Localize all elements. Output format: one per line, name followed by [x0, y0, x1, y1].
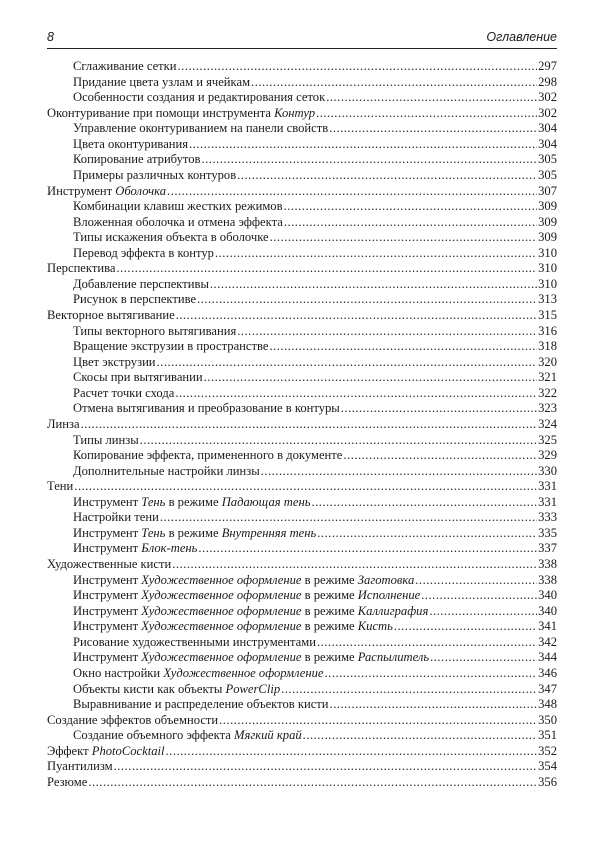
entry-title	[47, 759, 113, 775]
entry-page-number: 344	[538, 650, 557, 665]
dot-leader	[251, 75, 537, 91]
entry-page-number: 338	[538, 557, 557, 571]
dot-leader	[88, 775, 537, 791]
toc-subsection-entry[interactable]	[47, 355, 557, 371]
toc-subsection-entry[interactable]	[47, 619, 557, 635]
toc-subsection-entry[interactable]	[47, 199, 557, 215]
toc-subsection-entry[interactable]	[47, 495, 557, 511]
entry-title-italic: Мягкий край	[233, 728, 302, 743]
entry-title-italic: PhotoCocktail	[91, 743, 165, 758]
dot-leader	[415, 573, 537, 589]
entry-page-number: 354	[538, 759, 557, 774]
dot-leader	[330, 697, 538, 713]
toc-subsection-entry[interactable]	[47, 230, 557, 246]
entry-title	[73, 541, 197, 557]
dot-leader	[326, 90, 537, 106]
entry-page-number: 346	[538, 665, 557, 680]
entry-page-number: 298	[538, 74, 557, 89]
entry-title	[73, 526, 316, 542]
entry-page-number: 341	[538, 619, 557, 634]
entry-title	[73, 433, 139, 449]
entry-title-text: Копирование атрибутов	[73, 152, 201, 167]
entry-title	[73, 604, 428, 620]
entry-title	[73, 152, 201, 168]
dot-leader	[172, 557, 537, 573]
entry-title-text: Расчет точки схода	[73, 385, 175, 400]
toc-subsection-entry[interactable]	[47, 121, 557, 137]
entry-title	[47, 713, 218, 729]
entry-page-number: 313	[538, 292, 557, 307]
entry-title-text: Эффект	[47, 743, 92, 758]
entry-title	[47, 106, 315, 122]
entry-title-text: Дополнительные настройки линзы	[73, 463, 260, 478]
toc-subsection-entry[interactable]	[47, 728, 557, 744]
entry-page-number: 338	[538, 572, 557, 587]
toc-subsection-entry[interactable]	[47, 697, 557, 713]
entry-title-text: Инструмент	[47, 183, 116, 198]
dot-leader	[140, 433, 537, 449]
entry-title-italic: Художественное оформление	[141, 572, 302, 587]
dot-leader	[197, 292, 537, 308]
entry-title-text: Вложенная оболочка и отмена эффекта	[73, 214, 283, 229]
dot-leader	[341, 401, 537, 417]
dot-leader	[189, 137, 537, 153]
entry-page-number: 309	[538, 230, 557, 245]
entry-title	[73, 588, 420, 604]
dot-leader	[210, 277, 537, 293]
entry-title-text: Сглаживание сетки	[73, 59, 177, 73]
entry-page-number: 297	[538, 59, 557, 73]
entry-title	[47, 775, 87, 791]
dot-leader	[430, 650, 537, 666]
toc-subsection-entry[interactable]	[47, 604, 557, 620]
toc-subsection-entry[interactable]	[47, 370, 557, 386]
entry-title-text: Копирование эффекта, примененного в документе	[73, 448, 343, 463]
entry-title-italic: Блок-тень	[141, 541, 198, 556]
toc-subsection-entry[interactable]	[47, 90, 557, 106]
toc-subsection-entry[interactable]	[47, 401, 557, 417]
entry-page-number: 335	[538, 525, 557, 540]
entry-title-text: Резюме	[47, 774, 88, 789]
entry-title	[73, 573, 414, 589]
dot-leader	[116, 261, 537, 277]
entry-title-text: Особенности создания и редактирования сеток	[73, 90, 326, 105]
toc-section-entry[interactable]	[47, 106, 557, 122]
toc-subsection-entry[interactable]	[47, 59, 557, 75]
entry-page-number: 302	[538, 105, 557, 120]
toc-section-entry[interactable]	[47, 759, 557, 775]
toc-subsection-entry[interactable]	[47, 635, 557, 651]
entry-title	[73, 464, 260, 480]
entry-title	[73, 697, 329, 713]
entry-title-italic: Художественное оформление	[141, 588, 302, 603]
toc-subsection-entry[interactable]	[47, 526, 557, 542]
entry-title-text: Придание цвета узлам и ячейкам	[73, 74, 251, 89]
entry-title	[73, 246, 214, 262]
entry-title-italic: Художественное оформление	[141, 619, 302, 634]
entry-title-text: Инструмент	[73, 650, 142, 665]
entry-title	[47, 557, 171, 573]
dot-leader	[325, 666, 538, 682]
entry-title	[47, 261, 115, 277]
entry-title-text: Оконтуривание при помощи инструмента	[47, 105, 275, 120]
entry-title-italic: Художественное оформление	[141, 603, 302, 618]
entry-title-text: Настройки тени	[73, 510, 159, 525]
dot-leader	[394, 619, 537, 635]
entry-page-number: 323	[538, 401, 557, 416]
dot-leader	[198, 541, 537, 557]
toc-section-entry[interactable]	[47, 479, 557, 495]
entry-title-text: Рисование художественными инструментами	[73, 634, 316, 649]
toc-section-entry[interactable]	[47, 261, 557, 277]
dot-leader	[269, 339, 537, 355]
entry-page-number: 310	[538, 245, 557, 260]
entry-title	[73, 650, 429, 666]
toc-section-entry[interactable]	[47, 744, 557, 760]
toc-section-entry[interactable]	[47, 775, 557, 791]
dot-leader	[316, 106, 537, 122]
entry-title	[73, 324, 236, 340]
toc-section-entry[interactable]	[47, 417, 557, 433]
entry-title-text: в режиме	[301, 650, 358, 665]
toc-subsection-entry[interactable]	[47, 137, 557, 153]
toc-section-entry[interactable]	[47, 184, 557, 200]
toc-section-entry[interactable]	[47, 557, 557, 573]
toc-subsection-entry[interactable]	[47, 75, 557, 91]
entry-title-text: Инструмент	[73, 572, 142, 587]
entry-title	[73, 495, 310, 511]
toc-section-entry[interactable]	[47, 308, 557, 324]
entry-title-text: Окно настройки	[73, 665, 164, 680]
entry-title-text: Инструмент	[73, 541, 142, 556]
entry-title-text: Инструмент	[73, 603, 142, 618]
entry-page-number: 310	[538, 261, 557, 276]
entry-title-italic: Каллиграфия	[357, 603, 429, 618]
entry-title-text: Линза	[47, 416, 80, 431]
entry-title-text: Инструмент	[73, 588, 142, 603]
toc-subsection-entry[interactable]	[47, 666, 557, 682]
entry-title-italic: Падающая тень	[221, 494, 311, 509]
entry-title-text: Управление оконтуриванием на панели свойств	[73, 121, 329, 136]
entry-page-number: 351	[538, 728, 557, 743]
entry-title-text: Вращение экструзии в пространстве	[73, 339, 269, 354]
entry-title-text: Перспектива	[47, 261, 116, 276]
entry-title	[73, 355, 156, 371]
entry-page-number: 342	[538, 634, 557, 649]
entry-title-text: Цвет экструзии	[73, 354, 156, 369]
entry-title	[73, 510, 159, 526]
entry-page-number: 309	[538, 199, 557, 214]
entry-title-italic: Контур	[274, 105, 316, 120]
entry-title	[73, 137, 188, 153]
entry-page-number: 322	[538, 385, 557, 400]
dot-leader	[167, 184, 537, 200]
entry-page-number: 307	[538, 183, 557, 198]
dot-leader	[81, 417, 538, 433]
entry-title-text: Комбинации клавиш жестких режимов	[73, 199, 283, 214]
entry-page-number: 329	[538, 448, 557, 463]
entry-page-number: 304	[538, 136, 557, 151]
entry-title-text: в режиме	[165, 494, 222, 509]
entry-page-number: 320	[538, 354, 557, 369]
entry-title	[73, 339, 268, 355]
entry-title-text: Добавление перспективы	[73, 276, 209, 291]
entry-title-italic: Распылитель	[357, 650, 430, 665]
entry-title	[73, 292, 196, 308]
entry-title-text: Инструмент	[73, 494, 142, 509]
entry-page-number: 331	[538, 494, 557, 509]
entry-page-number: 324	[538, 416, 557, 431]
dot-leader	[284, 199, 538, 215]
entry-title	[47, 744, 165, 760]
entry-title-text: Скосы при вытягивании	[73, 370, 203, 385]
entry-page-number: 331	[538, 479, 557, 494]
entry-page-number: 305	[538, 152, 557, 167]
toc-subsection-entry[interactable]	[47, 386, 557, 402]
entry-title	[73, 401, 340, 417]
toc-subsection-entry[interactable]	[47, 215, 557, 231]
toc-subsection-entry[interactable]	[47, 152, 557, 168]
entry-page-number: 330	[538, 463, 557, 478]
dot-leader	[311, 495, 537, 511]
section-title: Оглавление	[486, 30, 557, 44]
entry-title	[73, 90, 325, 106]
dot-leader	[421, 588, 537, 604]
dot-leader	[237, 168, 537, 184]
entry-title-text: Инструмент	[73, 619, 142, 634]
entry-page-number: 321	[538, 370, 557, 385]
entry-title	[73, 168, 236, 184]
dot-leader	[343, 448, 537, 464]
entry-title-text: Объекты кисти как объекты	[73, 681, 226, 696]
entry-title-italic: Внутренняя тень	[221, 525, 317, 540]
entry-title	[73, 121, 328, 137]
dot-leader	[270, 230, 537, 246]
entry-title-text: в режиме	[301, 619, 358, 634]
dot-leader	[329, 121, 537, 137]
entry-title-text: Художественные кисти	[47, 557, 172, 571]
entry-page-number: 350	[538, 712, 557, 727]
entry-title	[73, 728, 302, 744]
entry-title-italic: PowerClip	[225, 681, 281, 696]
toc-subsection-entry[interactable]	[47, 573, 557, 589]
entry-title	[73, 448, 342, 464]
toc-subsection-entry[interactable]	[47, 588, 557, 604]
dot-leader	[429, 604, 537, 620]
toc-subsection-entry[interactable]	[47, 650, 557, 666]
toc-subsection-entry[interactable]	[47, 246, 557, 262]
dot-leader	[204, 370, 537, 386]
entry-page-number: 302	[538, 90, 557, 105]
page-number: 8	[47, 30, 54, 44]
entry-page-number: 356	[538, 774, 557, 789]
dot-leader	[74, 479, 537, 495]
entry-title-italic: Исполнение	[357, 588, 421, 603]
dot-leader	[175, 386, 537, 402]
entry-page-number: 316	[538, 323, 557, 338]
entry-title-italic: Тень	[141, 525, 166, 540]
dot-leader	[219, 713, 537, 729]
entry-page-number: 348	[538, 697, 557, 712]
dot-leader	[215, 246, 537, 262]
entry-title-text: Типы линзы	[73, 432, 139, 447]
dot-leader	[176, 308, 537, 324]
entry-page-number: 318	[538, 339, 557, 354]
entry-page-number: 333	[538, 510, 557, 525]
toc-section-entry[interactable]	[47, 713, 557, 729]
entry-title-text: в режиме	[301, 572, 358, 587]
entry-title-text: Тени	[47, 479, 74, 494]
entry-page-number: 337	[538, 541, 557, 556]
entry-title-italic: Тень	[141, 494, 166, 509]
dot-leader	[284, 215, 537, 231]
dot-leader	[261, 464, 537, 480]
entry-title-text: Создание эффектов объемности	[47, 712, 219, 727]
entry-page-number: 304	[538, 121, 557, 136]
entry-title	[47, 417, 80, 433]
entry-page-number: 340	[538, 603, 557, 618]
dot-leader	[157, 355, 538, 371]
entry-title-text: Инструмент	[73, 525, 142, 540]
dot-leader	[317, 526, 537, 542]
entry-title	[73, 277, 209, 293]
toc-subsection-entry[interactable]	[47, 541, 557, 557]
entry-title-text: Создание объемного эффекта	[73, 728, 234, 743]
dot-leader	[114, 759, 538, 775]
toc-subsection-entry[interactable]	[47, 339, 557, 355]
entry-title	[73, 59, 177, 75]
entry-title	[73, 682, 280, 698]
toc-subsection-entry[interactable]	[47, 682, 557, 698]
entry-page-number: 347	[538, 681, 557, 696]
entry-title	[73, 370, 203, 386]
dot-leader	[178, 59, 538, 75]
dot-leader	[166, 744, 538, 760]
entry-page-number: 315	[538, 308, 557, 322]
entry-title-text: Отмена вытягивания и преобразование в контуры	[73, 401, 340, 416]
entry-title	[47, 308, 175, 324]
entry-title-text: Типы векторного вытягивания	[73, 323, 237, 338]
dot-leader	[160, 510, 537, 526]
entry-title	[73, 635, 316, 651]
dot-leader	[317, 635, 537, 651]
entry-title-text: Перевод эффекта в контур	[73, 245, 214, 260]
toc-subsection-entry[interactable]	[47, 510, 557, 526]
entry-title	[73, 75, 250, 91]
entry-title-italic: Художественное оформление	[163, 665, 324, 680]
entry-page-number: 305	[538, 167, 557, 182]
entry-title-text: в режиме	[301, 603, 358, 618]
entry-title-italic: Кисть	[357, 619, 393, 634]
toc-subsection-entry[interactable]	[47, 168, 557, 184]
entry-page-number: 340	[538, 588, 557, 603]
entry-title-text: в режиме	[165, 525, 222, 540]
entry-title	[47, 184, 166, 200]
toc-subsection-entry[interactable]	[47, 277, 557, 293]
entry-title	[73, 215, 283, 231]
entry-title	[73, 619, 393, 635]
entry-title-text: Выравнивание и распределение объектов кисти	[73, 697, 329, 712]
entry-title-text: Типы искажения объекта в оболочке	[73, 230, 269, 245]
running-header	[47, 28, 557, 49]
entry-title	[73, 386, 174, 402]
entry-title-text: Пуантилизм	[47, 759, 113, 774]
entry-title-text: Векторное вытягивание	[47, 308, 175, 322]
toc-subsection-entry[interactable]	[47, 464, 557, 480]
toc-subsection-entry[interactable]	[47, 433, 557, 449]
table-of-contents	[47, 59, 557, 790]
entry-page-number: 325	[538, 432, 557, 447]
toc-subsection-entry[interactable]	[47, 448, 557, 464]
entry-title	[73, 666, 324, 682]
dot-leader	[281, 682, 537, 698]
entry-page-number: 310	[538, 276, 557, 291]
dot-leader	[237, 324, 537, 340]
entry-page-number: 309	[538, 214, 557, 229]
entry-title-text: Примеры различных контуров	[73, 167, 237, 182]
entry-page-number: 352	[538, 743, 557, 758]
toc-subsection-entry[interactable]	[47, 292, 557, 308]
entry-title-italic: Заготовка	[357, 572, 415, 587]
entry-title	[47, 479, 73, 495]
dot-leader	[202, 152, 538, 168]
toc-subsection-entry[interactable]	[47, 324, 557, 340]
entry-title	[73, 230, 269, 246]
entry-title-text: Рисунок в перспективе	[73, 292, 197, 307]
dot-leader	[303, 728, 537, 744]
entry-title-italic: Оболочка	[115, 183, 167, 198]
entry-title-italic: Художественное оформление	[141, 650, 302, 665]
entry-title	[73, 199, 283, 215]
entry-title-text: в режиме	[301, 588, 358, 603]
entry-title-text: Цвета оконтуривания	[73, 136, 189, 151]
